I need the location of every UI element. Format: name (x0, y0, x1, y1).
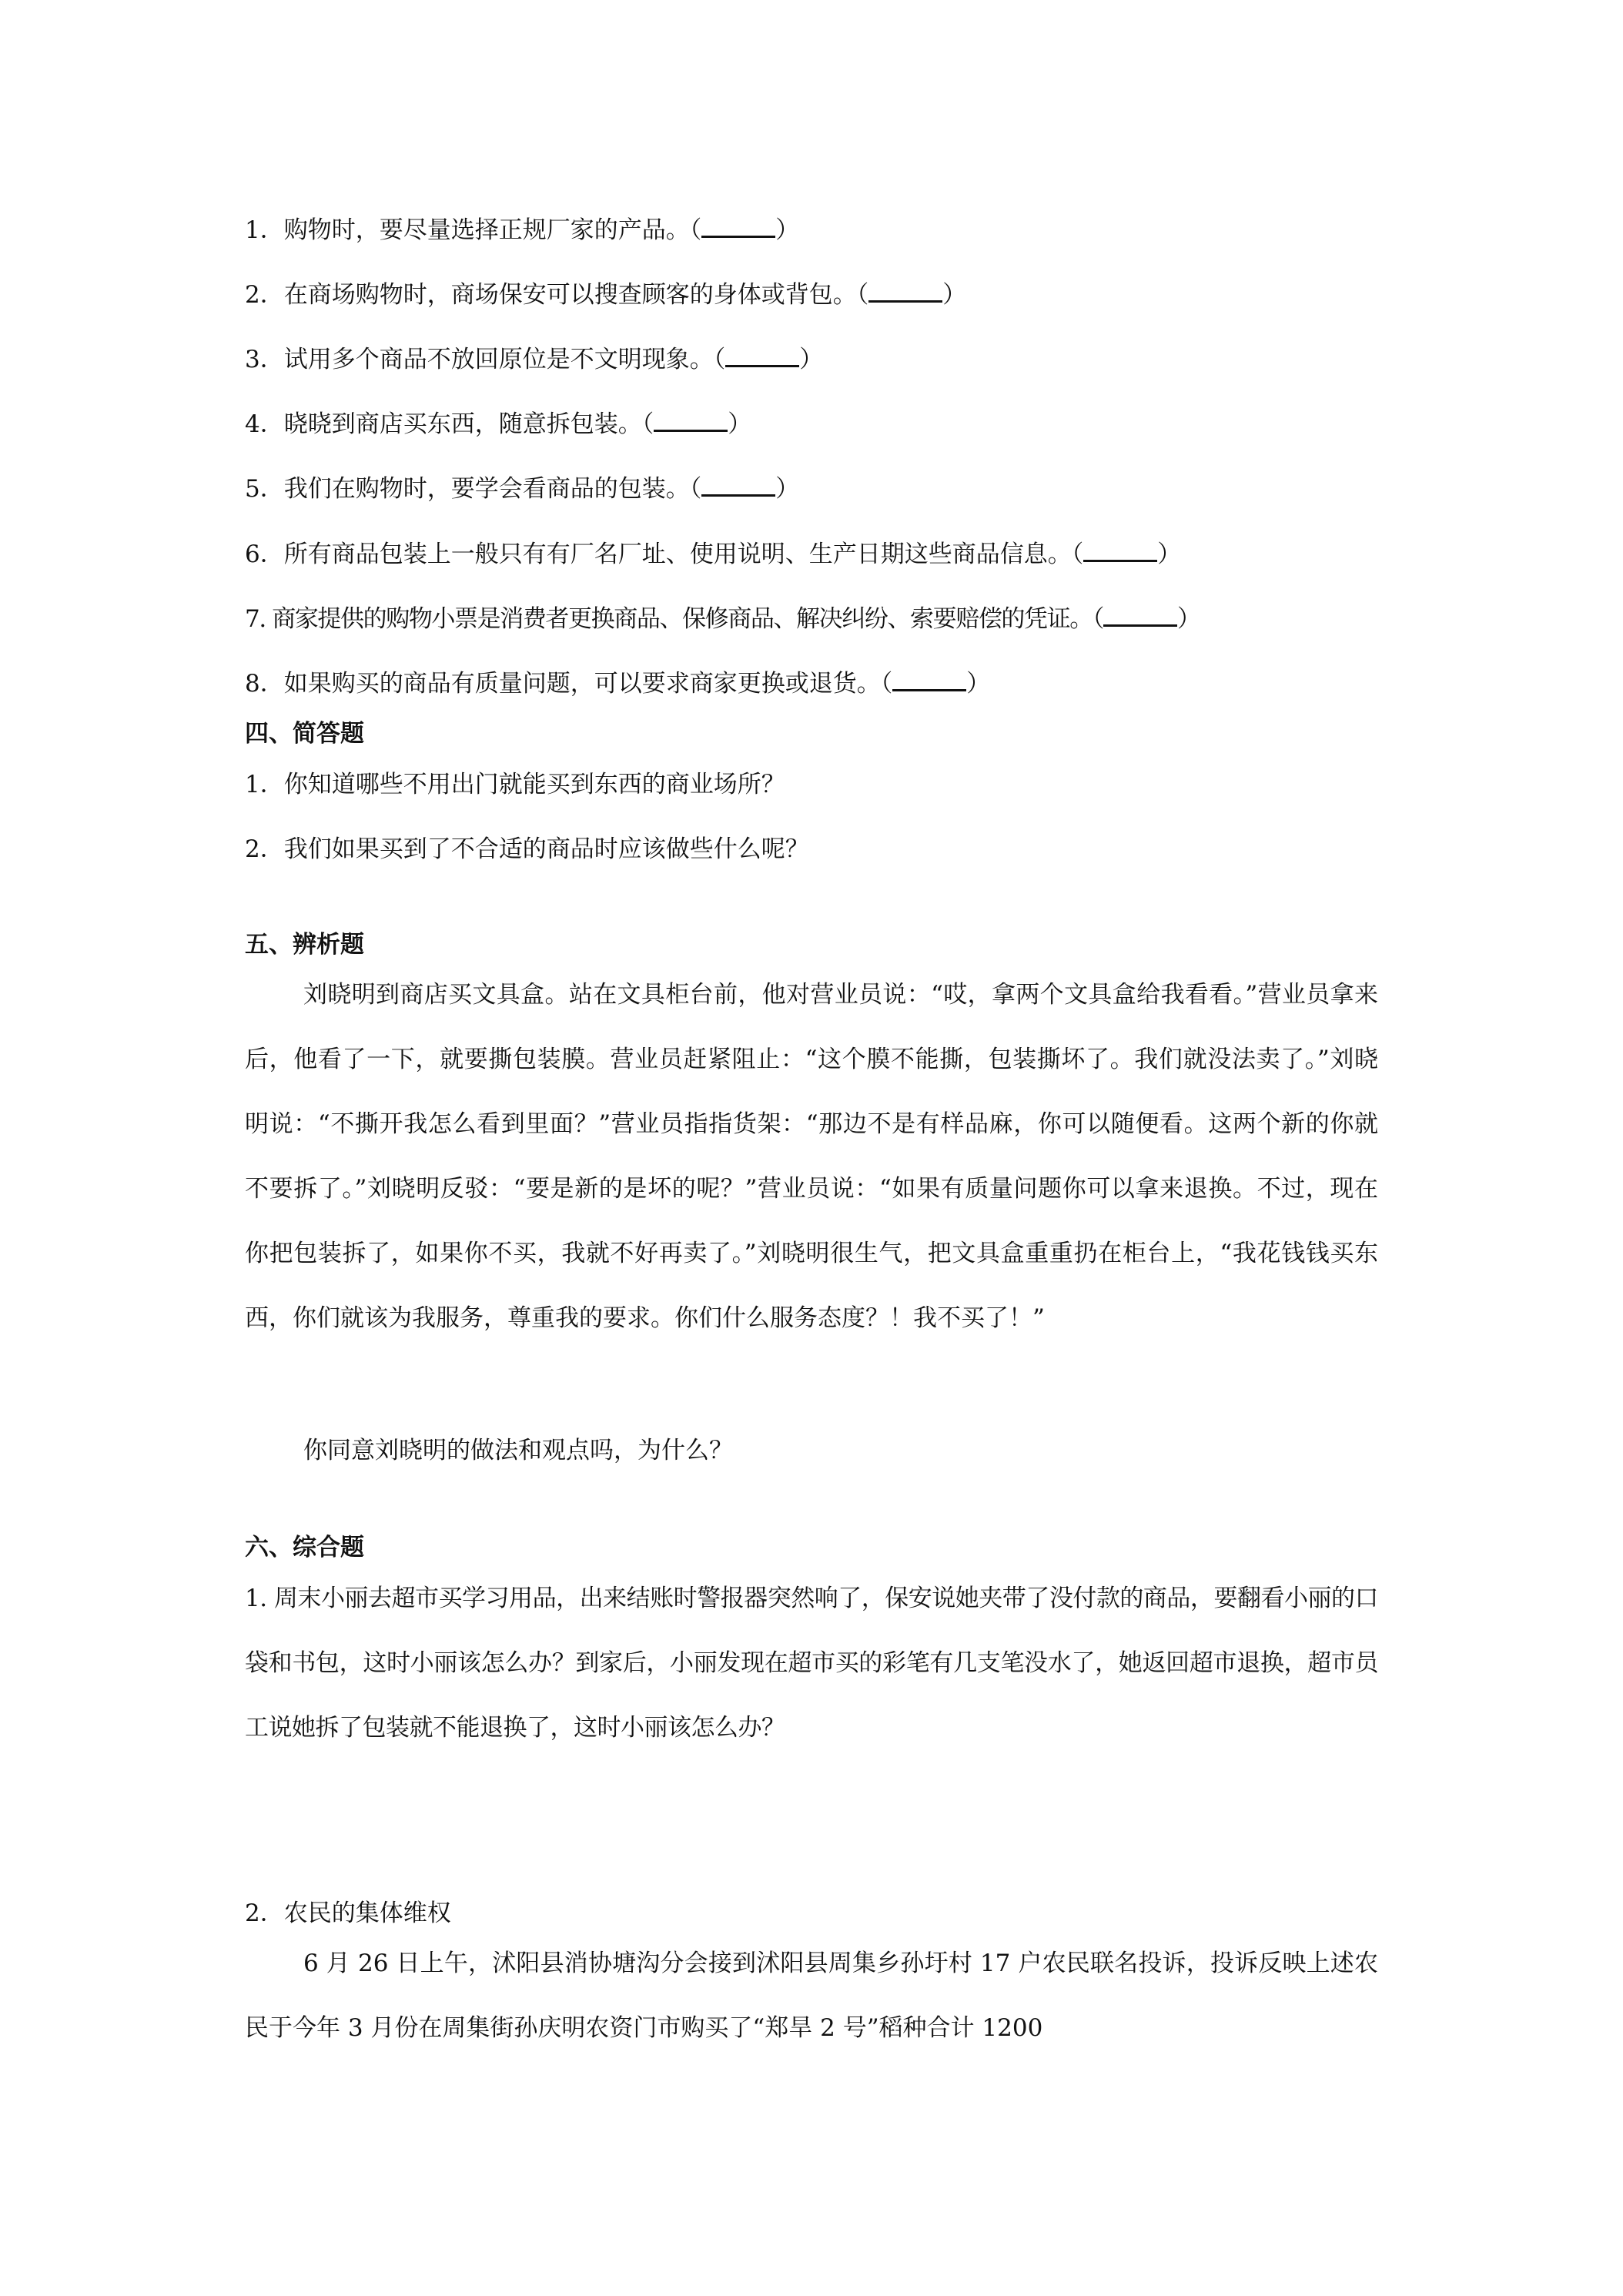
comprehensive-question-1: 1. 周末小丽去超市买学习用品，出来结账时警报器突然响了，保安说她夹带了没付款的商品，要翻看小丽的口袋和书包，这时小丽该怎么办？到家后，小丽发现在超市买的彩笔有几支笔没水了，她返回超市退换，超市员工说她拆了包装就不能退换了，这时小丽该怎么办？ (245, 1585, 1378, 1742)
analysis-question: 你同意刘晓明的做法和观点吗，为什么？ (303, 1437, 733, 1464)
judge-item-6: 6．所有商品包装上一般只有有厂名厂址、使用说明、生产日期这些商品信息。（ ） (245, 537, 1378, 571)
section-heading-comprehensive: 六、综合题 (245, 1534, 364, 1561)
answer-blank[interactable] (868, 277, 942, 303)
section-heading-analysis: 五、辨析题 (245, 931, 364, 959)
judge-item-8: 8．如果购买的商品有质量问题，可以要求商家更换或退货。（ ） (245, 666, 1378, 701)
answer-blank[interactable] (725, 342, 799, 367)
comprehensive-question-2-passage: 6 月 26 日上午，沭阳县消协塘沟分会接到沭阳县周集乡孙圩村 17 户农民联名投诉，投诉反映上述农民于今年 3 月份在周集街孙庆明农资门市购买了“郑旱 2 号”稻种合计 1200 (245, 1950, 1378, 2042)
short-answer-item-1: 1．你知道哪些不用出门就能买到东西的商业场所？ (245, 771, 785, 798)
judge-item-2: 2．在商场购物时，商场保安可以搜查顾客的身体或背包。（ ） (245, 277, 1378, 312)
answer-blank[interactable] (701, 213, 775, 238)
judge-item-3: 3．试用多个商品不放回原位是不文明现象。（ ） (245, 342, 1378, 377)
answer-blank[interactable] (892, 666, 966, 691)
comprehensive-question-2-title: 2．农民的集体维权 (245, 1899, 451, 1927)
judge-item-5: 5．我们在购物时，要学会看商品的包装。（ ） (245, 471, 1378, 506)
judge-item-1: 1．购物时，要尽量选择正规厂家的产品。（ ） (245, 213, 1378, 247)
answer-blank[interactable] (1103, 601, 1177, 627)
answer-blank[interactable] (654, 407, 728, 432)
analysis-passage: 刘晓明到商店买文具盒。站在文具柜台前，他对营业员说：“哎，拿两个文具盒给我看看。”营业员拿来后，他看了一下，就要撕包装膜。营业员赶紧阻止：“这个膜不能撕，包装撕坏了。我们就没法卖了。”刘晓明说：“不撕开我怎么看到里面？”营业员指指货架：“那边不是有样品麻，你可以随便看。这两个新的你就不要拆了。”刘晓明反驳：“要是新的是坏的呢？”营业员说：“如果有质量问题你可以拿来退换。不过，现在你把包装拆了，如果你不买，我就不好再卖了。”刘晓明很生气，把文具盒重重扔在柜台上，“我花钱钱买东西，你们就该为我服务，尊重我的要求。你们什么服务态度？！我不买了！” (245, 981, 1378, 1332)
judge-item-7: 7. 商家提供的购物小票是消费者更换商品、保修商品、解决纠纷、索要赔偿的凭证。（ ） (245, 601, 1378, 636)
answer-blank[interactable] (1083, 537, 1157, 562)
section-heading-short-answer: 四、简答题 (245, 720, 364, 748)
answer-blank[interactable] (701, 471, 775, 497)
short-answer-item-2: 2．我们如果买到了不合适的商品时应该做些什么呢？ (245, 835, 809, 863)
judge-item-4: 4．晓晓到商店买东西，随意拆包装。（ ） (245, 407, 1378, 441)
